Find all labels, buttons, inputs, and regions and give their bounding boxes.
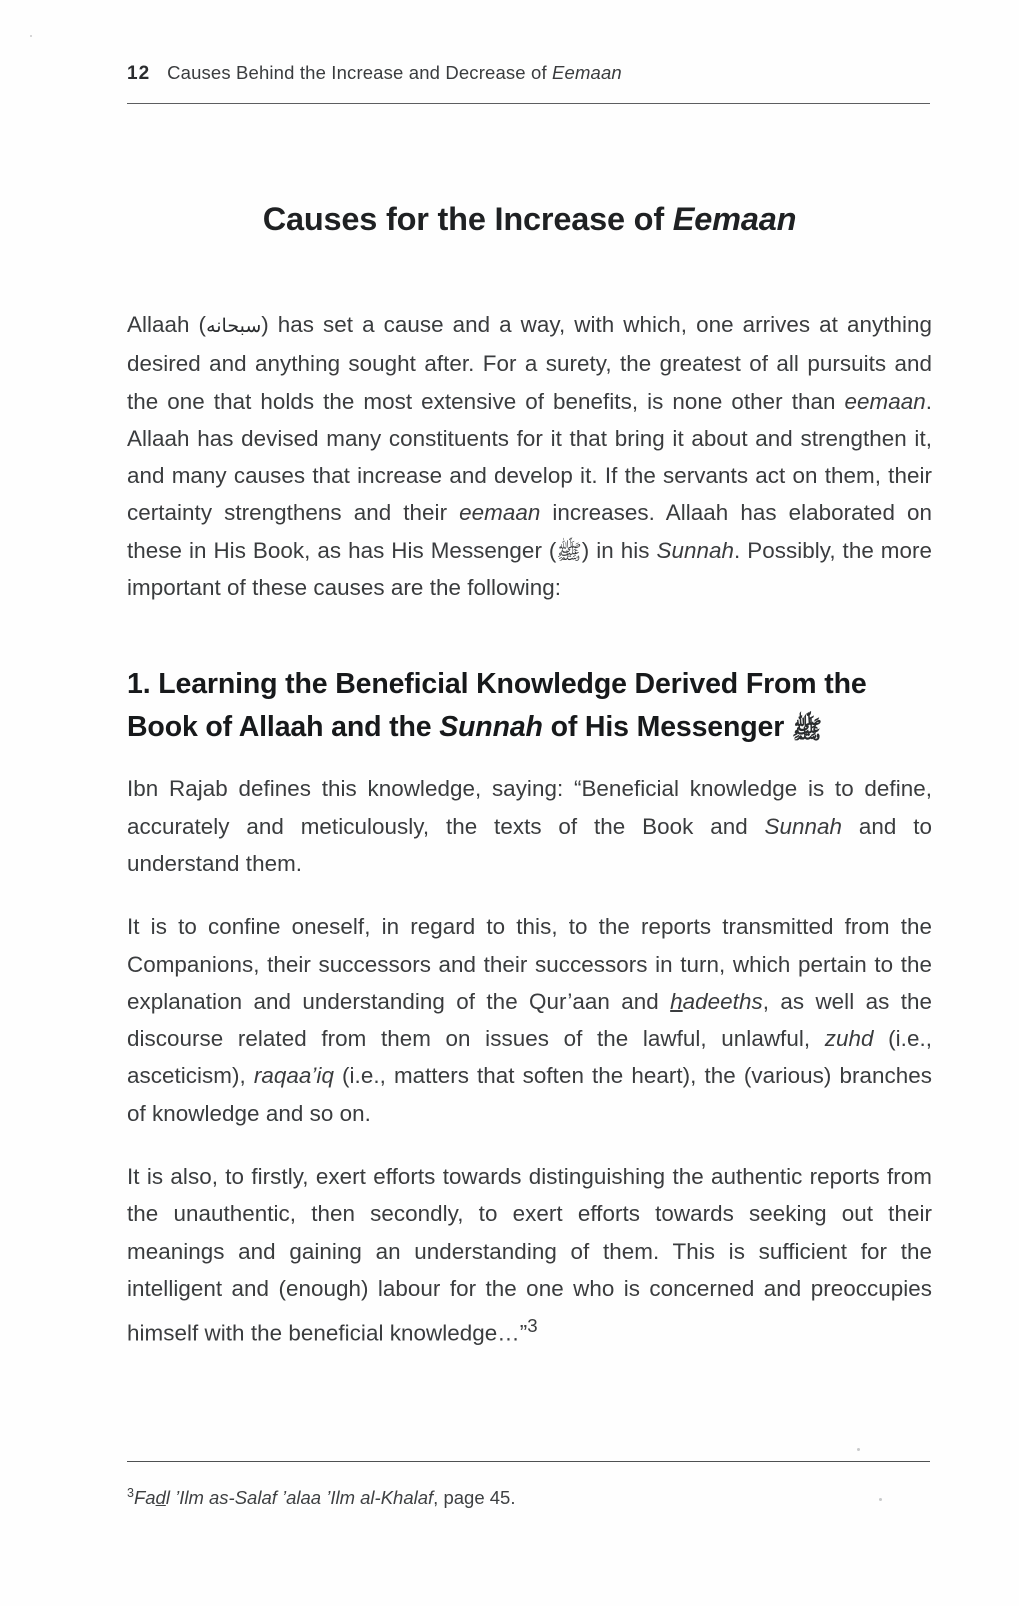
para-1-seg-3: (i.e., asceticism), [127, 1026, 932, 1089]
para-1-seg-4: (i.e., matters that soften the heart), the (various) branches of knowledge and so on. [127, 1063, 932, 1126]
scan-speck [30, 35, 32, 37]
para-0-italic-sunnah: Sunnah [764, 813, 843, 839]
scan-speck [857, 1448, 860, 1451]
intro-seg-1: Allaah ( [127, 312, 207, 337]
paragraph-confine-oneself [127, 882, 932, 1132]
intro-seg-3: . Allaah has devised many constituents for it that bring it about and strengthen it, and many causes that increase and develop it. If the servants act on them, their certainty strengthens and their [127, 388, 932, 526]
para-1-seg-2: , as well as the discourse related from them on issues of the lawful, unlawful, [127, 988, 932, 1052]
running-head [127, 62, 930, 85]
para-1-italic-zuhd: zuhd [824, 1026, 874, 1052]
footnote-page-ref: , page 45. [433, 1487, 516, 1508]
para-1-seg-1: It is to confine oneself, in regard to this, to the reports transmitted from the Companions, their successors and their successors in turn, which pertain to the explanation and understanding of the Qur’aan and [127, 914, 932, 1014]
chapter-title [127, 120, 932, 238]
italic-eemaan-1: eemaan [844, 388, 926, 414]
section-heading-seg-2: of His Messenger [542, 710, 792, 743]
paragraph-ibn-rajab-definition [127, 748, 932, 882]
intro-seg-2: ) has set a cause and a way, with which, one arrives at anything desired and anything sought after. For a surety, the greatest of all pursuits and the one that holds the most extensive of benefits, is none other than [127, 312, 932, 414]
section-heading-1: 1. Learning the Beneficial Knowledge Derived From the Book of Allaah and the Sunnah of His Messenger ﷺ [127, 668, 867, 744]
footnote-title-part-2: l ’Ilm as-Salaf ’alaa ’Ilm al-Khalaf [165, 1487, 434, 1508]
footnote-marker: 3 [127, 1485, 134, 1500]
section-heading-italic-sunnah: Sunnah [439, 710, 543, 743]
running-head-text: Causes Behind the Increase and Decrease of [167, 62, 553, 83]
intro-seg-4: increases. Allaah has elaborated on these in His Book, as has His Messenger ( [127, 500, 932, 563]
running-head-italic-word: Eemaan [552, 62, 622, 83]
para-1-hadeeths-rest: adeeths [682, 988, 763, 1014]
intro-paragraph: Allaah (سبحانه) has set a cause and a way, with which, one arrives at anything desired and anything sought after. For a surety, the greatest of all pursuits and the one that holds the most extensive of benefits, is none other than eemaan. Allaah has devised many constituents for it that bring it about and strengthen it, and many causes that increase and develop it. If the servants act on them, their certainty strengthens and their eemaan increases. Allaah has elaborated on these in His Book, as has His Messenger (ﷺ) in his Sunnah. Possibly, the more important of these causes are the following: [127, 312, 932, 601]
para-0-seg-1: Ibn Rajab defines this knowledge, saying: “Beneficial knowledge is to define, accurately and meticulously, the texts of the Book and [127, 776, 932, 839]
section-heading-seg-1: Learning the Beneficial Knowledge Derived From the Book of Allaah and the [127, 668, 867, 743]
footnote-citation-title [134, 1487, 433, 1508]
para-1-italic-hadeeths [670, 989, 763, 1014]
transliteration-underlined-h: h [670, 988, 683, 1014]
para-2-seg-1: It is also, to firstly, exert efforts towards distinguishing the authentic reports from the unauthentic, then secondly, to exert efforts towards seeking out their meanings and gaining an understanding of them. This is sufficient for the intelligent and (enough) labour for the one who is concerned and preoccupies himself with the beneficial knowledge…” [127, 1164, 932, 1346]
para-1-italic-raqaaiq: raqaa’iq [253, 1063, 334, 1089]
scan-speck [879, 1498, 882, 1501]
paragraph-exert-efforts [127, 1132, 932, 1352]
chapter-title-italic: Eemaan [672, 201, 797, 237]
header-divider [127, 103, 930, 104]
running-head-title [167, 62, 622, 84]
arabic-subhanahu-glyph: سبحانه [206, 316, 262, 337]
transliteration-underlined-d: d [155, 1487, 166, 1508]
footnote-3 [127, 1485, 930, 1511]
content-column [127, 120, 932, 1352]
section-number: 1. [127, 668, 151, 701]
footnote-title-part-1: Fa [133, 1487, 156, 1508]
intro-seg-6: . Possibly, the more important of these causes are the following: [127, 537, 932, 601]
intro-seg-5: ) in his [581, 537, 657, 563]
footnote-divider [127, 1461, 930, 1462]
footnote-reference-3[interactable]: 3 [527, 1315, 538, 1337]
chapter-title-plain: Causes for the Increase of [262, 201, 673, 237]
para-0-seg-2: and to understand them. [127, 813, 932, 876]
italic-sunnah-intro: Sunnah [656, 537, 734, 563]
page-number: 12 [127, 63, 151, 84]
italic-eemaan-2: eemaan [459, 500, 541, 526]
